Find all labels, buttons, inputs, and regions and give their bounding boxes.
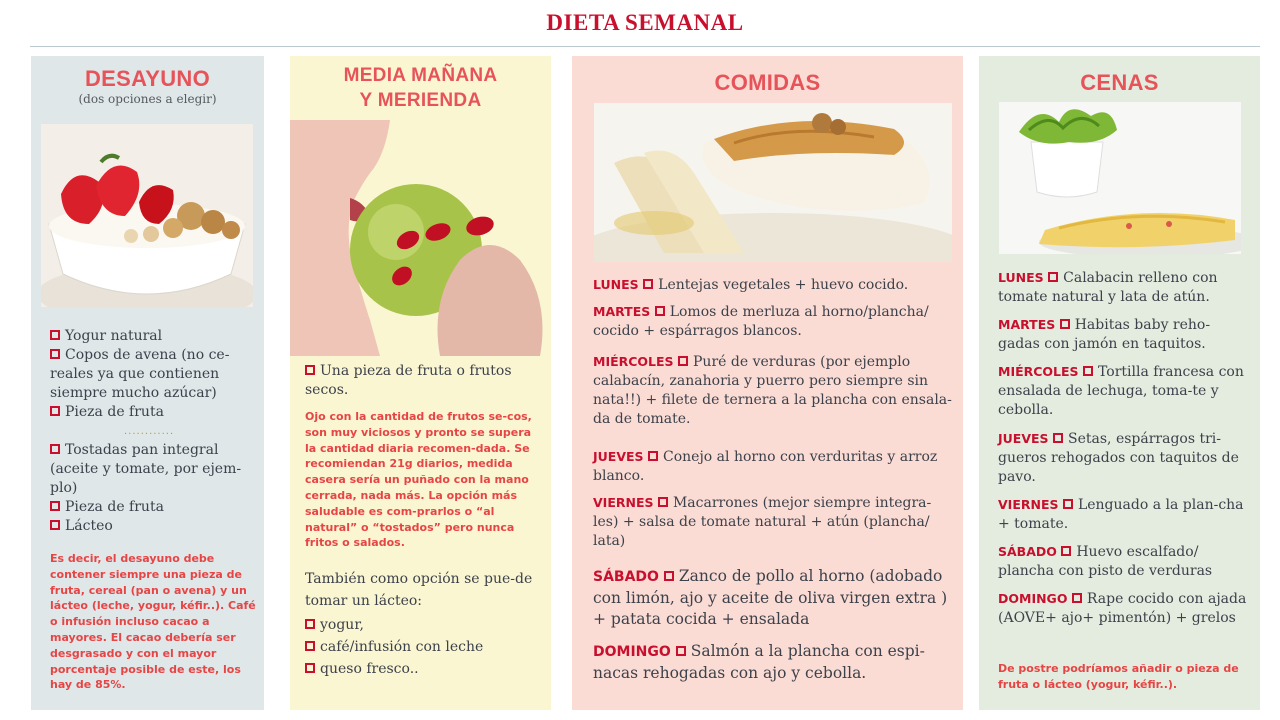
cenas-day-sabado: SÁBADO Huevo escalfado/ plancha con pisto de verduras (998, 544, 1213, 579)
yogurt-bowl-illustration (41, 124, 253, 307)
checkbox-icon (1053, 433, 1063, 443)
checkbox-icon (305, 619, 315, 629)
media-items-list (305, 362, 541, 400)
media-note: Ojo con la cantidad de frutos se-cos, son muy viciosos y pronto se supera la cantidad diaria recomen-dada. Se recomiendan 21g diarios, medida casera sería un puñado con la mano cerrada, nada más. La opción más saludable es com-prarlos o “al natural” o “tostados” pero nunca fritos o salados. (305, 410, 532, 550)
comidas-image (594, 103, 952, 262)
checkbox-icon (1063, 499, 1073, 509)
list-item: Copos de avena (no ce-reales ya que contienen siempre mucho azúcar) (50, 347, 230, 401)
list-item: queso fresco.. (305, 658, 541, 680)
checkbox-icon (1048, 272, 1058, 282)
fish-plate-illustration (594, 103, 952, 262)
media-heading-line2: Y MERIENDA (359, 90, 482, 111)
checkbox-icon (648, 451, 658, 461)
desayuno-heading: DESAYUNO (84, 66, 211, 91)
desayuno-note: Es decir, el desayuno debe contener siempre una pieza de fruta, cereal (pan o avena) y un lácteo (leche, yogur, kéfir..). Café o infusión incluso cacao a mayores. El cacao debería ser desgrasado y con el mayor porcentaje posible de este, los hay de 85%. (50, 552, 256, 692)
media-extra-intro: También como opción se pue-de tomar un lácteo: (305, 571, 533, 609)
cenas-column (979, 56, 1260, 710)
checkbox-icon (1060, 319, 1070, 329)
page-title: DIETA SEMANAL (546, 10, 744, 35)
comidas-day-viernes: VIERNES Macarrones (mejor siempre integra-les) + salsa de tomate natural + atún (plancha/ lata) (593, 495, 932, 549)
cenas-day-jueves: JUEVES Setas, espárragos tri-gueros rehogados con taquitos de pavo. (998, 431, 1239, 485)
cenas-heading: CENAS (1080, 70, 1159, 95)
checkbox-icon (664, 571, 674, 581)
checkbox-icon (305, 641, 315, 651)
comidas-day-miercoles: MIÉRCOLES Puré de verduras (por ejemplo calabacín, zanahoria y puerro pero siempre sin nata!!) + filete de ternera a la plancha con ensala-da de tomate. (593, 354, 952, 427)
desayuno-column (31, 56, 264, 710)
checkbox-icon (676, 646, 686, 656)
comidas-column (572, 56, 963, 710)
checkbox-icon (1083, 366, 1093, 376)
checkbox-icon (50, 330, 60, 340)
desayuno-option1-list (50, 327, 256, 422)
desayuno-option2-list (50, 441, 256, 536)
list-item: Lácteo (50, 517, 256, 536)
media-extra-list (305, 614, 541, 680)
comidas-day-domingo: DOMINGO Salmón a la plancha con espi-nacas rehogadas con ajo y cebolla. (593, 642, 925, 682)
media-heading-line1: MEDIA MAÑANA (343, 65, 498, 86)
checkbox-icon (50, 520, 60, 530)
list-item: Una pieza de fruta o frutos secos. (305, 363, 512, 398)
cenas-image (999, 102, 1241, 254)
media-manana-column (290, 56, 551, 710)
checkbox-icon (50, 349, 60, 359)
cenas-day-domingo: DOMINGO Rape cocido con ajada (AOVE+ ajo+ pimentón) + grelos (998, 591, 1247, 626)
checkbox-icon (1072, 593, 1082, 603)
list-item: Pieza de fruta (50, 403, 256, 422)
cenas-day-miercoles: MIÉRCOLES Tortilla francesa con ensalada de lechuga, toma-te y cebolla. (998, 364, 1244, 418)
comidas-heading: COMIDAS (714, 70, 821, 95)
list-item: café/infusión con leche (305, 636, 541, 658)
list-item: yogur, (305, 614, 541, 636)
checkbox-icon (655, 306, 665, 316)
checkbox-icon (50, 406, 60, 416)
cenas-note: De postre podríamos añadir o pieza de fruta o lácteo (yogur, kéfir..). (998, 662, 1239, 691)
checkbox-icon (305, 663, 315, 673)
comidas-day-lunes: LUNES Lentejas vegetales + huevo cocido. (593, 277, 909, 293)
salad-omelette-illustration (999, 102, 1241, 254)
list-item: Yogur natural (50, 327, 256, 346)
checkbox-icon (1061, 546, 1071, 556)
apple-bite-illustration (290, 120, 551, 356)
checkbox-icon (678, 356, 688, 366)
checkbox-icon (50, 501, 60, 511)
desayuno-subheading: (dos opciones a elegir) (78, 92, 217, 106)
checkbox-icon (658, 497, 668, 507)
cenas-day-lunes: LUNES Calabacin relleno con tomate natural y lata de atún. (998, 270, 1218, 305)
title-divider (30, 46, 1260, 47)
comidas-day-jueves: JUEVES Conejo al horno con verduritas y arroz blanco. (593, 449, 938, 484)
list-item: Pieza de fruta (50, 498, 256, 517)
checkbox-icon (50, 444, 60, 454)
list-item: Tostadas pan integral (aceite y tomate, por ejem-plo) (50, 442, 242, 496)
comidas-day-sabado: SÁBADO Zanco de pollo al horno (adobado con limón, ajo y aceite de oliva virgen extra ) + patata cocida + ensalada (593, 567, 948, 628)
comidas-day-martes: MARTES Lomos de merluza al horno/plancha/ cocido + espárragos blancos. (593, 304, 929, 339)
media-image (290, 120, 551, 356)
checkbox-icon (305, 365, 315, 375)
cenas-day-viernes: VIERNES Lenguado a la plan-cha + tomate. (998, 497, 1244, 532)
checkbox-icon (643, 279, 653, 289)
option-separator: ............ (124, 426, 175, 437)
desayuno-image (41, 124, 253, 307)
cenas-day-martes: MARTES Habitas baby reho-gadas con jamón en taquitos. (998, 317, 1211, 352)
